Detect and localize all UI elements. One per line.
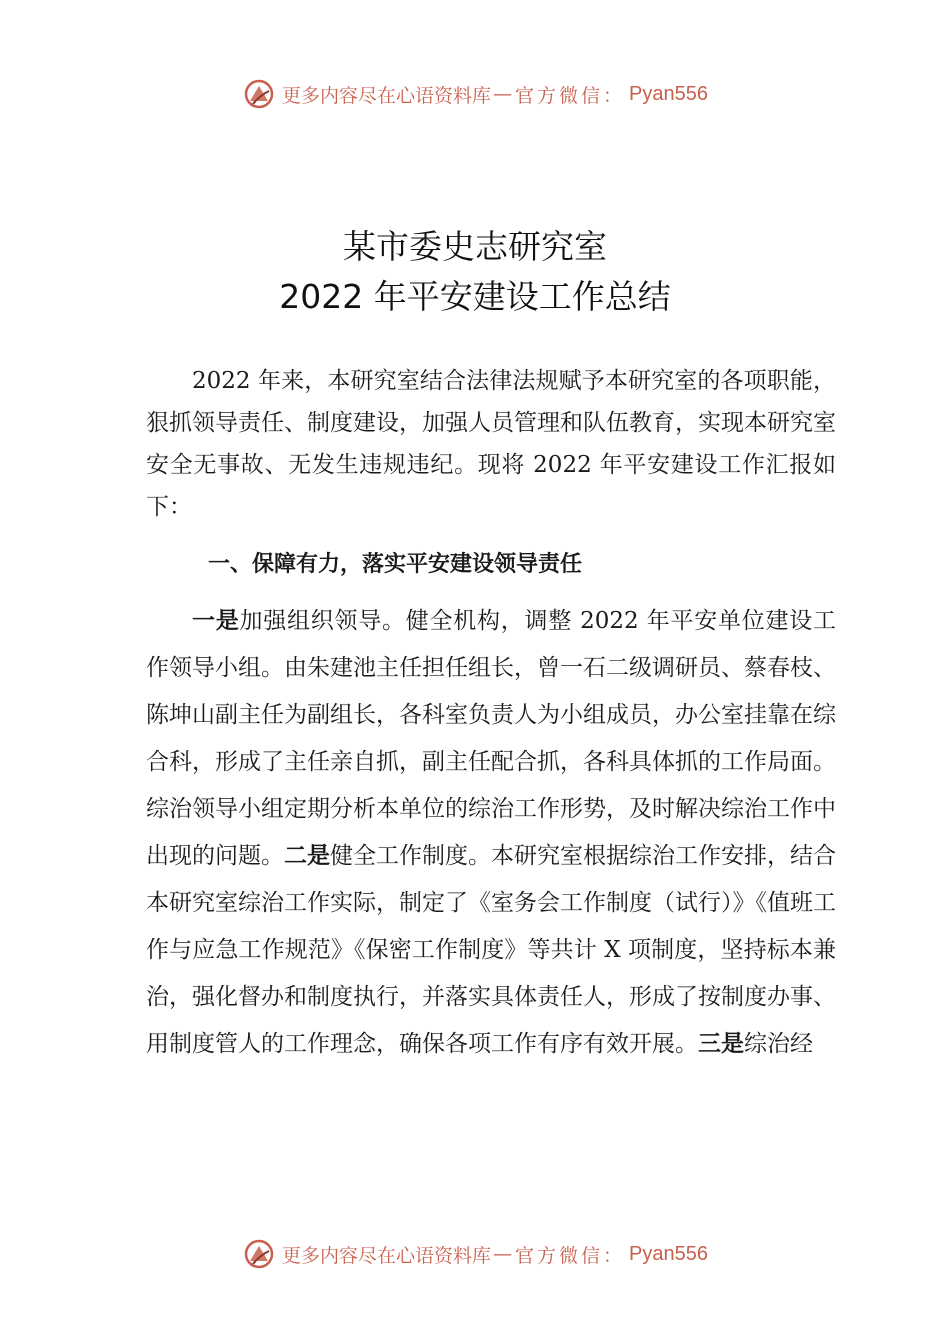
lead-phrase-3: 三是 (698, 1031, 744, 1057)
body-text-2: 健全工作制度。本研究室根据综治工作安排，结合本研究室综治工作实际，制定了《室务会工作制度（试行）》《值班工作与应急工作规范》《保密工作制度》等共计 X 项制度，坚持标本兼治，强化督办和制度执行，并落实具体责任人，形成了按制度办事、用制度管人的工作理念，确保各项工作有序有效开展。 (146, 843, 836, 1057)
section-heading-1: 一、保障有力，落实平安建设领导责任 (208, 552, 583, 577)
body-text-3: 综治经 (744, 1031, 813, 1057)
intro-paragraph: 2022 年来，本研究室结合法律法规赋予本研究室的各项职能，狠抓领导责任、制度建设，加强人员管理和队伍教育，实现本研究室安全无事故、无发生违规违纪。现将 2022 年平安建设工作汇报如下： (146, 368, 836, 520)
document-title (0, 222, 950, 322)
section-paragraph-1 (146, 598, 836, 1068)
watermark-text: 更多内容尽在心语资料库 (282, 1244, 492, 1267)
body-text-1: 加强组织领导。健全机构，调整 2022 年平安单位建设工作领导小组。由朱建池主任担任组长，曾一石二级调研员、蔡春枝、陈坤山副主任为副组长，各科室负责人为小组成员，办公室挂靠在综合科，形成了主任亲自抓，副主任配合抓，各科具体抓的工作局面。综治领导小组定期分析本单位的综治工作形势，及时解决综治工作中出现的问题。 (146, 608, 837, 869)
lead-phrase-2: 二是 (284, 843, 330, 869)
title-line-2: 2022 年平安建设工作总结 (279, 277, 671, 316)
watermark-wechat-id: Pyan556 (629, 1242, 708, 1265)
watermark-footer (0, 1232, 950, 1276)
title-line-1: 某市委史志研究室 (343, 227, 607, 266)
watermark-separator: — (493, 83, 514, 105)
watermark-header (0, 72, 950, 116)
watermark-label: 官方微信： (515, 1244, 626, 1267)
logo-icon (242, 77, 276, 111)
logo-icon (242, 1237, 276, 1271)
watermark-text: 更多内容尽在心语资料库 (282, 84, 492, 107)
document-body (146, 360, 836, 1068)
watermark-label: 官方微信： (515, 84, 626, 107)
watermark-separator: — (493, 1243, 514, 1265)
watermark-wechat-id: Pyan556 (629, 82, 708, 105)
lead-phrase-1: 一是 (192, 608, 240, 634)
